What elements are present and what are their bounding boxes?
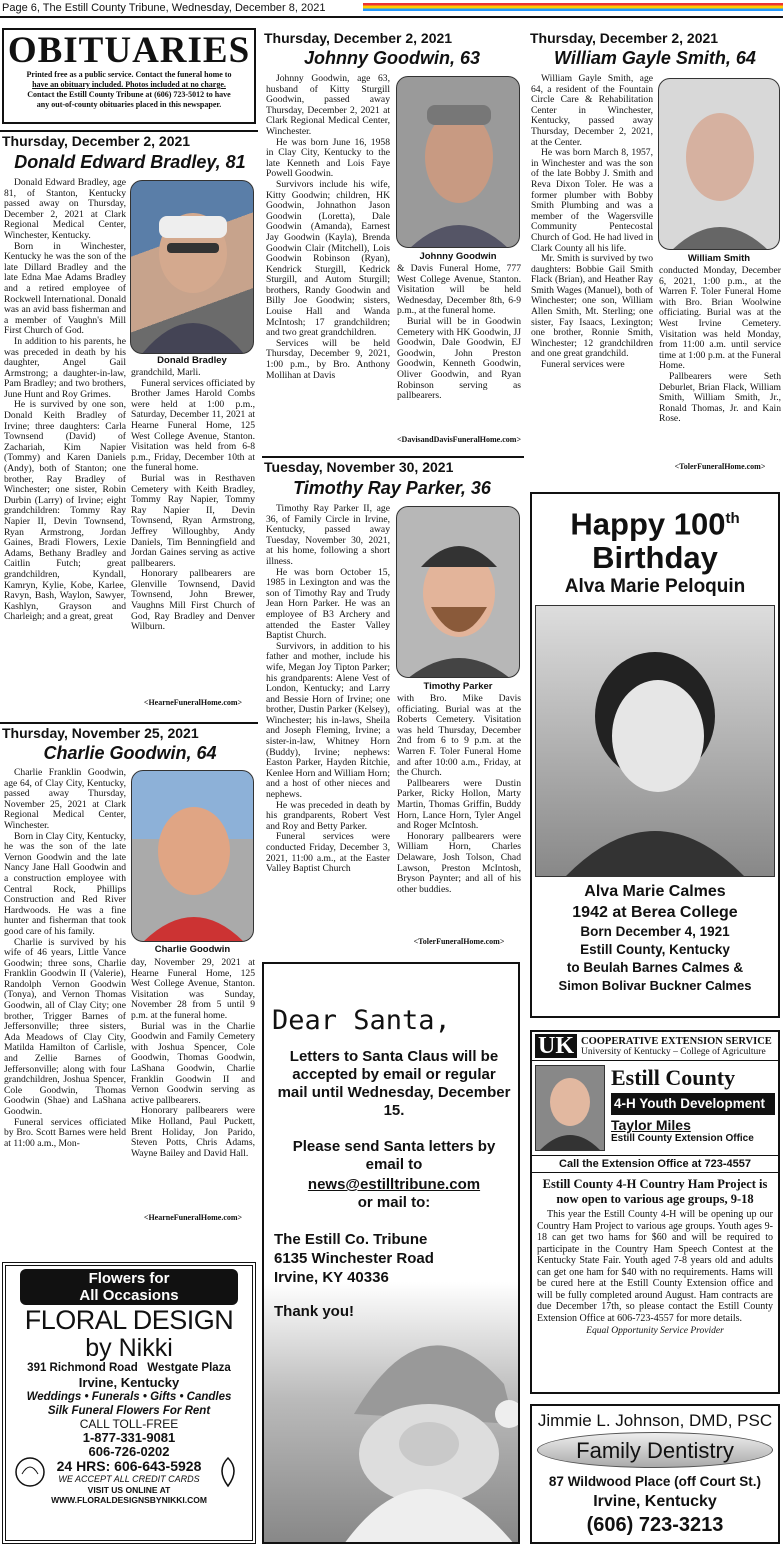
- birthday-title-text: Happy 100: [570, 506, 726, 542]
- photo-caption: Timothy Parker: [423, 681, 493, 692]
- extension-office: Estill County Extension Office: [611, 1133, 754, 1144]
- birthday-caption-5: to Beulah Barnes Calmes &: [566, 960, 744, 976]
- dentist-practice: Family Dentistry: [576, 1438, 734, 1463]
- obit-paragraph: Born in Clay City, Kentucky, he was the son of the late Vernon Goodwin and the late Nancy Jane Hall Goodwin and a construction employee with Central Rock, Phillips Construction and Red River Hardwoods. He was a fine hunter and fisherman that took good care of his family.: [4, 830, 126, 937]
- obit-paragraph: He is survived by one son, Donald Keith Bradley of Irvine; three daughters: Carla Townsend (David) of Zachariah, Kim Napier (Tommy) and Karen Daniels (Andy), both of Stanton; one brother, Ray Bradley of Winchester; one sister, Robin Durbin (Larry) of Irvine; eight grandchildren: Tommy Ray Napier II, Devin Townsend, Ryan Armstrong, Jordan Gaines, Bradi Flowers, Lexie Adams, Bethany Bradley and Caitlin Futch; great grandchildren, Kyndall, Kamryn, Kylie, Kobe, Karlee, Ravyn, Bash, Waylon, Sawyer, Kashlyn, Grayson and Charleigh; and a great, great: [4, 399, 126, 623]
- obit-paragraph: Timothy Ray Parker II, age 36, of Family Circle in Irvine, Kentucky, passed away Tuesday, November 30, 2021, at his home, following a short illness.: [266, 504, 390, 567]
- birthday-title-sup: th: [725, 510, 740, 527]
- florist-cards: WE ACCEPT ALL CREDIT CARDS: [58, 1474, 200, 1484]
- obit-paragraph: He was born June 16, 1958 in Clay City, Kentucky to the late Kenneth and Lois Faye Powell Goodwin.: [266, 136, 390, 180]
- obit-body: [397, 694, 521, 895]
- obit-paragraph: Mr. Smith is survived by two daughters: Bobbie Gail Smith Flack (Brian), and Heather Ray Smith Wages (Manuel), both of Winchester; one son, William Allen Smith, Mt. Sterling; one sister, Fay Isaacs, Lexington; one brother, Ronnie Smith, Winchester; 12 grandchildren and one great grandchild.: [531, 253, 653, 360]
- masthead-line: any out-of-county obituaries placed in this newspaper.: [36, 100, 222, 109]
- funeral-home-credit: <TolerFuneralHome.com>: [413, 937, 505, 946]
- ftd-logo-icon: [12, 1452, 48, 1492]
- obituaries-masthead: [2, 28, 256, 124]
- birthday-photo: [535, 605, 775, 877]
- obit-body: [4, 768, 126, 1149]
- santa-ad: [262, 962, 520, 1544]
- person-portrait-icon: [132, 771, 254, 942]
- florist-tagline-2: All Occasions: [79, 1287, 179, 1304]
- obit-paragraph: Pallbearers were Dustin Parker, Ricky Hollon, Marty Martin, Thomas Griffin, Buddy Horn, Lance Horn, Tyler Angel and Roger McIntosh.: [397, 777, 521, 832]
- funeral-home-credit: <HearneFuneralHome.com>: [143, 1213, 243, 1222]
- florist-website[interactable]: WWW.FLORALDESIGNSBYNIKKI.COM: [51, 1495, 207, 1505]
- photo-william-smith: [658, 78, 780, 250]
- obit-text-right: [397, 264, 521, 432]
- obit-text-left: [4, 178, 126, 706]
- masthead-line: Contact the Estill County Tribune at (606) 723-5012 to have: [27, 90, 231, 99]
- obit-body: [659, 266, 781, 425]
- color-stripe: [363, 3, 783, 11]
- santa-address-1: The Estill Co. Tribune: [274, 1231, 428, 1248]
- florist-ad: [2, 1262, 256, 1544]
- dentist-city: Irvine, Kentucky: [593, 1493, 717, 1510]
- florist-visit: VISIT US ONLINE AT: [87, 1485, 171, 1495]
- divider: [262, 456, 524, 458]
- extension-program: 4-H Youth Development: [611, 1093, 775, 1115]
- obit-name: Timothy Ray Parker, 36: [293, 478, 491, 498]
- obit-paragraph: Born in Winchester, Kentucky he was the son of the late Dillard Bradley and the late Edna Mae Adams Bradley and a retired employee of Rockwell International. Donald was an avid bass fisherman and a member of Vaughn's Mill First Church of God.: [4, 240, 126, 337]
- obit-paragraph: Honorary pallbearers were William Horn, Charles Delaware, Josh Tolson, Chad Lawson, Preston McIntosh, Bryson Paynter; and all of his other buddies.: [397, 830, 521, 895]
- dentist-phone: (606) 723-3213: [586, 1514, 724, 1536]
- obit-paragraph: Burial was in the Charlie Goodwin and Family Cemetery with Joshua Spencer, Cole Goodwin, Thomas Goodwin, LaShana Goodwin, Charlie Franklin Goodwin II and Vernon Goodwin serving as active pallbearers.: [131, 1020, 255, 1106]
- obit-date: Tuesday, November 30, 2021: [264, 459, 454, 475]
- extension-university: University of Kentucky – College of Agriculture: [581, 1046, 766, 1057]
- birthday-title-line2: Birthday: [592, 540, 718, 576]
- birthday-caption-2: 1942 at Berea College: [572, 904, 738, 922]
- obit-paragraph: conducted Monday, December 6, 2021, 1:00 p.m., at the Warren F. Toler Funeral Home with Bro. Brian Woolwine officiating. Burial was at the West Irvine Cemetery. Visitation was held Monday, from 11:00 a.m. until service time at 1:00 p.m. at the Funeral Home.: [659, 266, 781, 372]
- photo-johnny-goodwin: [396, 76, 520, 248]
- obit-paragraph: He was preceded in death by his grandparents, Robert Vest and Roy and Betty Parker.: [266, 799, 390, 832]
- obit-name: Donald Edward Bradley, 81: [14, 152, 246, 172]
- photo-caption: Johnny Goodwin: [419, 251, 497, 262]
- santa-address-2: 6135 Winchester Road: [274, 1250, 434, 1267]
- extension-footer: Equal Opportunity Service Provider: [586, 1326, 724, 1336]
- obit-name: Johnny Goodwin, 63: [303, 48, 480, 68]
- obit-paragraph: Johnny Goodwin, age 63, husband of Kitty Sturgill Goodwin, passed away Thursday, December 2, 2021 at Clark Regional Medical Center, Winchester.: [266, 74, 390, 137]
- obit-body: [4, 178, 126, 623]
- tooth-oval: [537, 1432, 773, 1468]
- photo-charlie-goodwin: [131, 770, 254, 942]
- uk-logo: UK: [535, 1034, 577, 1058]
- obit-paragraph: Burial will be in Goodwin Cemetery with HK Goodwin, JJ Goodwin, Dale Goodwin, EJ Goodwin, John Preston Goodwin, Kenneth Goodwin, Oliver Goodwin, and Ryan Robinson serving as pallbearers.: [397, 315, 521, 402]
- obit-paragraph: He was born March 8, 1957, in Winchester and was the son of the late Bobby J. Smith and Reva Dixon Toler. He was a former plumber with Bobby Smith Plumbing and was a member of the Wagersville Community Pentecostal Church of God. He had lived in Clark County all his life.: [531, 147, 653, 254]
- photo-caption: Charlie Goodwin: [154, 944, 231, 955]
- obit-text-left: [266, 74, 390, 448]
- santa-illustration-icon: [324, 1294, 520, 1544]
- birthday-ad: [530, 492, 780, 1018]
- obit-paragraph: Survivors, in addition to his father and mother, include his wife, Megan Joy Tipton Parker; his grandparents: Alene Vest of London, Kentucky; and Larry and Bessie Horn of Irvine; one brother, Dustin Parker (Kelsey), Winchester; his in-laws, Sheila and Joseph Fleming, Irvine; a sister-in-law, Whitney Horn (Buddy), Irvine; nephews: Easton Parker, Hayden Ritchie, Kenlee Horn and William Horn; and a host of other nieces and nephews.: [266, 640, 390, 801]
- birthday-name: Alva Marie Peloquin: [564, 576, 746, 598]
- obit-paragraph: Pallbearers were Seth Deburlet, Brian Flack, William Smith, William Smith, Jr., Ronald Thomas, Jr. and Kain Rose.: [659, 370, 781, 425]
- photo-caption: William Smith: [687, 253, 751, 264]
- extension-county: Estill County: [611, 1065, 736, 1090]
- person-portrait-icon: [659, 79, 780, 250]
- florist-silk: Silk Funeral Flowers For Rent: [47, 1405, 211, 1417]
- obit-paragraph: Services will be held Thursday, December 9, 2021, 1:00 p.m., by Bro. Anthony Mollihan at Davis: [266, 337, 390, 381]
- page-header-text: Page 6, The Estill County Tribune, Wednesday, December 8, 2021: [2, 2, 326, 14]
- florist-tollfree: 1-877-331-9081: [82, 1430, 176, 1445]
- birthday-caption-4: Estill County, Kentucky: [580, 942, 730, 958]
- extension-agent: Taylor Miles: [611, 1117, 691, 1133]
- obit-paragraph: Burial was in Resthaven Cemetery with Keith Bradley, Tommy Ray Napier, Tommy Ray Napier II, Devin Townsend, Ryan Armstrong, Jeffrey Willoughby, Andy Daniels, Tim Benningfield and Jordan Gaines serving as active pallbearers.: [131, 472, 255, 569]
- obit-paragraph: day, November 29, 2021 at Hearne Funeral Home, 125 West College Avenue, Stanton. Visitation was Sunday, November 28 from 5 until 9 p.m. at the funeral home.: [131, 958, 255, 1021]
- extension-ad: [530, 1030, 780, 1394]
- extension-service-name: COOPERATIVE EXTENSION SERVICE: [581, 1035, 772, 1047]
- obit-text-right: [659, 266, 781, 462]
- photo-caption: Donald Bradley: [157, 355, 227, 366]
- obit-paragraph: Honorary pallbearers are Glenville Townsend, David Townsend, John Brewer, Vaughns Mill First Church of God, Ray Bradley and Denver Wilburn.: [131, 568, 255, 633]
- obit-body: [266, 504, 390, 875]
- extension-headline: Estill County 4-H Country Ham Project is now open to various age groups, 9-18: [542, 1177, 768, 1206]
- funeral-home-credit: <HearneFuneralHome.com>: [143, 698, 243, 707]
- masthead-line: have an obituary included. Photos included at no charge.: [32, 80, 226, 89]
- obit-name: William Gayle Smith, 64: [554, 48, 756, 68]
- obit-date: Thursday, December 2, 2021: [2, 133, 191, 149]
- obit-name: Charlie Goodwin, 64: [43, 743, 217, 763]
- santa-mail-to: or mail to:: [357, 1194, 431, 1211]
- birthday-title: [532, 502, 778, 541]
- divider: [0, 722, 258, 724]
- photo-donald-bradley: [130, 180, 254, 354]
- obit-text-left: [4, 768, 126, 1236]
- obit-paragraph: Charlie is survived by his wife of 46 years, Little Vance Goodwin; three sons, Charlie Franklin Goodwin II (Valerie), Randolph Vernon Goodwin (Tonya), and Vernon Thomas Goodwin, all of Clay City; one brother, Trigger Barnes of Jeffersonville; three sisters, Ada Meadows of Clay City, Matilda Hamilton of Carlisle, and Zellie Barnes of Jeffersonville; along with four grandchildren, Joshua Spencer, Cole Goodwin, Thomas Goodwin (Shae) and LaShana Goodwin.: [4, 936, 126, 1117]
- masthead-line: Printed free as a public service. Contact the funeral home to: [26, 70, 232, 79]
- birthday-caption-6: Simon Bolivar Buckner Calmes: [558, 978, 752, 994]
- florist-city: Irvine, Kentucky: [78, 1375, 180, 1390]
- dentist-address: 87 Wildwood Place (off Court St.): [548, 1474, 762, 1489]
- santa-paragraph-1: Letters to Santa Claus will be accepted by email or regular mail until Wednesday, December 15.: [277, 1048, 511, 1119]
- dentist-ad: [530, 1404, 780, 1544]
- obit-paragraph: Survivors include his wife, Kitty Goodwin; children, HK Goodwin, Johnathon Jason Goodwin (Loretta), Dale Goodwin (Amanda), Earnest Jay Goodwin (Kayla), Brenda Goodwin Clair (Mitchell), Lois Goodwin Robinson (Ryan), Kendrick Sturgill, Kedrick Sturgill, and Autom Sturgill; brothers, Randy Goodwin and Billy Joe Goodwin; sisters, Louise Hall and Wanda McIntosh; 17 grandchildren; and two great grandchildren.: [266, 178, 390, 339]
- photo-taylor-miles: [535, 1065, 605, 1151]
- obit-date: Thursday, December 2, 2021: [530, 30, 719, 46]
- obit-paragraph: Honorary pallbearers were Mike Holland, Paul Puckett, Brent Holiday, Jon Parido, Steven Potts, Chris Adams, Wayne Bailey and David Hall.: [131, 1105, 255, 1159]
- obit-date: Thursday, November 25, 2021: [2, 725, 199, 741]
- obit-text-right: [131, 368, 255, 698]
- funeral-home-credit: <DavisandDavisFuneralHome.com>: [397, 435, 522, 444]
- person-portrait-icon: [397, 507, 520, 678]
- obit-body: [131, 368, 255, 633]
- person-portrait-icon: [536, 1066, 604, 1150]
- obit-paragraph: Funeral services were conducted Friday, December 3, 2021, 11:00 a.m., at the Easter Valley Baptist Church: [266, 831, 390, 875]
- obit-text-right: [397, 694, 521, 934]
- obit-paragraph: grandchild, Marli.: [131, 368, 201, 378]
- obit-paragraph: Funeral services officiated by Brother James Harold Combs were held at 1:00 p.m., Saturday, December 11, 2021 at Hearne Funeral Home, 125 West College Avenue, Stanton. Visitation was held from 6-8 p.m., Friday, December 10th at the funeral home.: [131, 377, 255, 474]
- florist-tollfree-label: CALL TOLL-FREE: [79, 1417, 179, 1431]
- page-header: [0, 0, 783, 18]
- obit-text-left: [266, 504, 390, 950]
- birthday-caption-1: Alva Marie Calmes: [584, 883, 726, 901]
- obit-body: [266, 74, 390, 381]
- obit-paragraph: & Davis Funeral Home, 777 West College Avenue, Stanton. Visitation will be held Wednesday, December 8th, 6-9 p.m., at the funeral home.: [397, 264, 521, 317]
- florist-address: 391 Richmond Road Westgate Plaza: [27, 1362, 231, 1374]
- obit-body: [131, 958, 255, 1159]
- dentist-name: Jimmie L. Johnson, DMD, PSC: [537, 1411, 773, 1430]
- obit-paragraph: Charlie Franklin Goodwin, age 64, of Clay City, Kentucky, passed away Thursday, November 25, 2021 at Clark Regional Medical Center, Winchester.: [4, 768, 126, 831]
- santa-email-link[interactable]: news@estilltribune.com: [307, 1176, 481, 1193]
- photo-timothy-parker: [396, 506, 520, 678]
- obit-paragraph: In addition to his parents, he was preceded in death by his daughter, Angel Gail Armstrong; a daughter-in-law, Pam Bradley; and two brothers, June Hunt and Roy Grimes.: [4, 335, 126, 400]
- birthday-caption-3: Born December 4, 1921: [580, 924, 730, 940]
- person-portrait-icon: [131, 181, 254, 354]
- masthead-title: OBITUARIES: [7, 30, 251, 71]
- santa-paragraph-2: Please send Santa letters by email to: [292, 1138, 496, 1173]
- obit-body: [397, 264, 521, 402]
- woman-portrait-icon: [536, 606, 774, 876]
- person-portrait-icon: [397, 77, 520, 248]
- teleflora-logo-icon: [210, 1452, 246, 1492]
- extension-body: This year the Estill County 4-H will be opening up our Country Ham Project to various age groups. Youth ages 9-18 can get two hams for $60 and will be required to participate in the Country Ham Speech Contest at the Kentucky State Fair. Youth aged 7-8 years old and adults can get one ham for $40 with no requirements. Hams will be cured here at the Estill County Extension office and will be fully completed around August. Ham contracts are due December 17th, so please contact the Estill County Extension Office at 606-723-4557 for more details.: [537, 1209, 773, 1324]
- florist-title: FLORAL DESIGN: [24, 1305, 234, 1335]
- obit-paragraph: William Gayle Smith, age 64, a resident of the Fountain Circle Care & Rehabilitation Center in Winchester, Kentucky, passed away Thursday, December 2, 2021, at the Center.: [531, 74, 653, 148]
- extension-call: Call the Extension Office at 723-4557: [532, 1155, 778, 1173]
- santa-title: Dear Santa,: [272, 1005, 451, 1036]
- obit-paragraph: with Bro. Mike Davis officiating. Burial was at the Roberts Cemetery. Visitation was held Thursday, December 2nd from 6 to 9 p.m. at the Warren F. Toler Funeral Home and after 10:00 a.m., Friday, at the Church.: [397, 694, 521, 779]
- obit-paragraph: He was born October 15, 1985 in Lexington and was the son of Timothy Ray and Trudy Jean Horn Parker. He was an employee of B3 Archery and attended the Easter Valley Baptist Church.: [266, 566, 390, 642]
- divider: [0, 130, 258, 132]
- obit-paragraph: Funeral services were: [541, 359, 625, 371]
- obit-paragraph: Funeral services officiated by Bro. Scott Barnes were held at 11:00 a.m., Mon-: [4, 1116, 126, 1149]
- obit-paragraph: Donald Edward Bradley, age 81, of Stanton, Kentucky passed away on Thursday, December 2, 2021 at Clark Regional Medical Center, Winchester, Kentucky.: [4, 178, 126, 241]
- obit-text-left: [531, 74, 653, 476]
- obit-body: [531, 74, 653, 371]
- santa-address-3: Irvine, KY 40336: [274, 1269, 389, 1286]
- florist-phone: 606-726-0202: [88, 1444, 170, 1459]
- florist-subtitle: by Nikki: [85, 1334, 173, 1362]
- florist-hours: 24 HRS: 606-643-5928: [56, 1458, 202, 1474]
- santa-thanks: Thank you!: [274, 1303, 355, 1320]
- florist-tagline-1: Flowers for: [88, 1270, 170, 1287]
- obit-text-right: [131, 958, 255, 1213]
- funeral-home-credit: <TolerFuneralHome.com>: [674, 462, 766, 471]
- florist-services: Weddings • Funerals • Gifts • Candles: [26, 1391, 232, 1403]
- obit-date: Thursday, December 2, 2021: [264, 30, 453, 46]
